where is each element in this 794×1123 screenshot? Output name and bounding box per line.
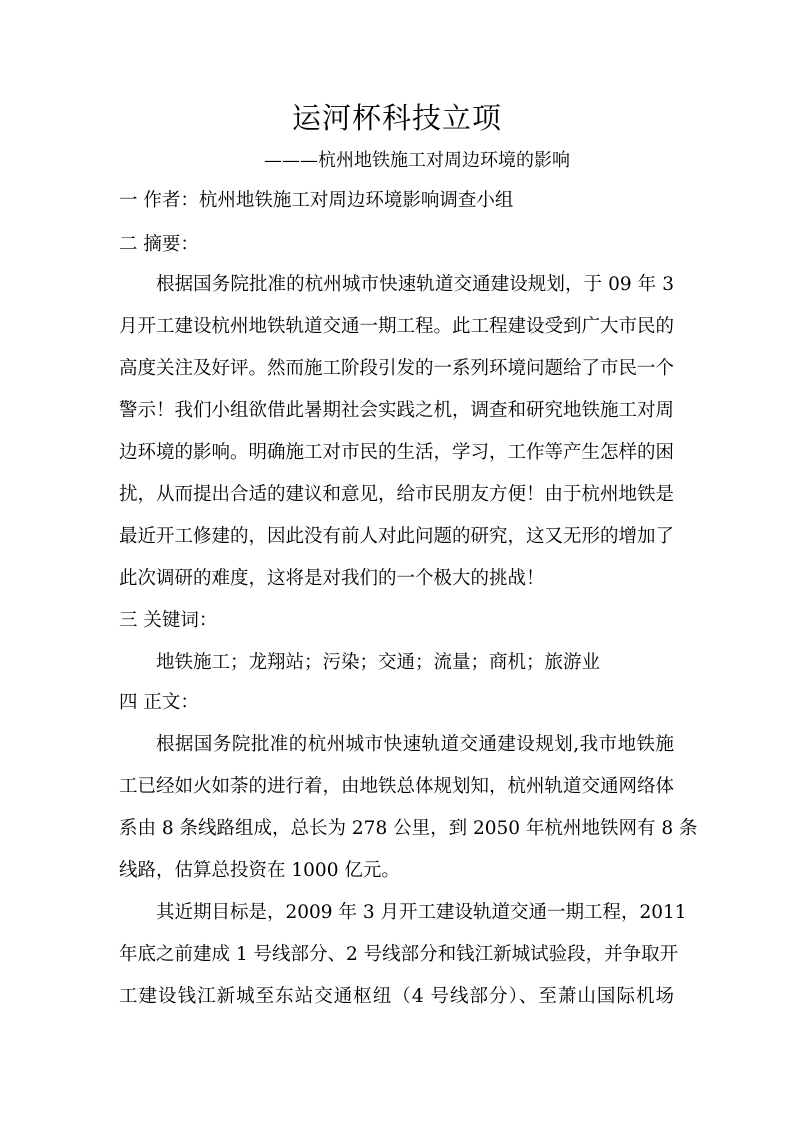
keywords-heading: 三 关键词： bbox=[119, 610, 218, 631]
body-heading: 四 正文： bbox=[119, 692, 199, 713]
body-paragraph-line: 线路，估算总投资在 1000 亿元。 bbox=[119, 860, 400, 881]
body-paragraph-line: 工建设钱江新城至东站交通枢纽（4 号线部分）、至萧山国际机场 bbox=[119, 986, 674, 1007]
abstract-line: 扰，从而提出合适的建议和意见，给市民朋友方便！由于杭州地铁是 bbox=[119, 484, 675, 505]
document-subtitle: ———杭州地铁施工对周边环境的影响 bbox=[264, 150, 570, 171]
abstract-heading: 二 摘要： bbox=[119, 234, 199, 255]
body-paragraph-line: 年底之前建成 1 号线部分、2 号线部分和钱江新城试验段，并争取开 bbox=[119, 944, 679, 965]
abstract-line: 根据国务院批准的杭州城市快速轨道交通建设规划，于 09 年 3 bbox=[156, 274, 674, 295]
author-line: 一 作者：杭州地铁施工对周边环境影响调查小组 bbox=[119, 190, 514, 211]
document-title: 运河杯科技立项 bbox=[291, 101, 502, 135]
abstract-line: 警示！我们小组欲借此暑期社会实践之机，调查和研究地铁施工对周 bbox=[119, 400, 675, 421]
keywords-list: 地铁施工；龙翔站；污染；交通；流量；商机；旅游业 bbox=[156, 652, 601, 673]
abstract-line: 此次调研的难度，这将是对我们的一个极大的挑战！ bbox=[119, 568, 545, 589]
abstract-line: 高度关注及好评。然而施工阶段引发的一系列环境问题给了市民一个 bbox=[119, 358, 675, 379]
body-paragraph-line: 工已经如火如荼的进行着，由地铁总体规划知，杭州轨道交通网络体 bbox=[119, 776, 675, 797]
body-paragraph-line: 根据国务院批准的杭州城市快速轨道交通建设规划,我市地铁施 bbox=[156, 734, 674, 755]
body-paragraph-line: 系由 8 条线路组成，总长为 278 公里，到 2050 年杭州地铁网有 8 条 bbox=[119, 818, 698, 839]
abstract-line: 边环境的影响。明确施工对市民的生活，学习，工作等产生怎样的困 bbox=[119, 442, 675, 463]
abstract-line: 最近开工修建的，因此没有前人对此问题的研究，这又无形的增加了 bbox=[119, 526, 675, 547]
body-paragraph-line: 其近期目标是，2009 年 3 月开工建设轨道交通一期工程，2011 bbox=[156, 902, 687, 923]
abstract-line: 月开工建设杭州地铁轨道交通一期工程。此工程建设受到广大市民的 bbox=[119, 316, 675, 337]
